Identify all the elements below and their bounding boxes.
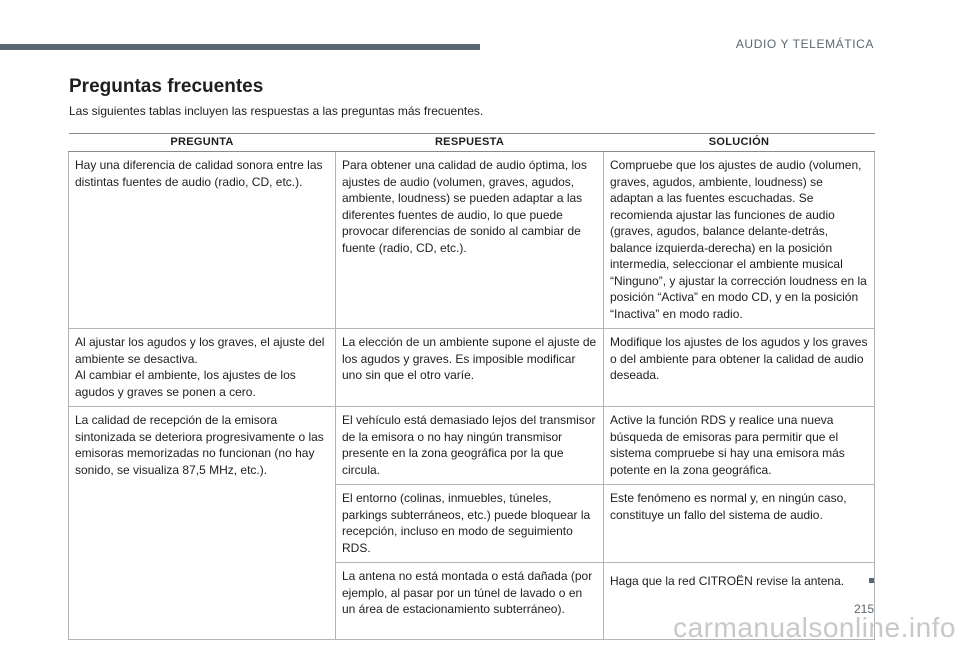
table-row (69, 152, 875, 329)
section-label: AUDIO Y TELEMÁTICA (735, 37, 874, 51)
solution-cell: Compruebe que los ajustes de audio (volumen, graves, agudos, ambiente, loudness) se adaptan a las fuentes escuchadas. Se recomienda ajustar las funciones de audio (graves, agudos, balance delante-detrás, balance izquierda-derecha) en la posición intermedia, seleccionar el ambiente musical “Ninguno”, y ajustar la corrección loudness en la posición “Activa” en modo CD, y en la posición “Inactiva” en modo radio. (604, 152, 875, 329)
watermark: carmanualsonline.info (673, 612, 956, 643)
question-cell: Al ajustar los agudos y los graves, el ajuste del ambiente se desactiva. Al cambiar el ambiente, los ajustes de los agudos y graves se ponen a cero. (69, 329, 336, 407)
header-solution: SOLUCIÓN (604, 134, 875, 152)
solution-cell: Este fenómeno es normal y, en ningún caso, constituye un fallo del sistema de audio. (604, 485, 875, 563)
header-question: PREGUNTA (69, 134, 336, 152)
question-cell: La calidad de recepción de la emisora sintonizada se deteriora progresivamente o las emisoras memorizadas no funcionan (no hay sonido, se visualiza 87,5 MHz, etc.). (69, 407, 336, 640)
answer-cell: El vehículo está demasiado lejos del transmisor de la emisora o no hay ningún transmisor presente en la zona geográfica por la que circula. (336, 407, 604, 485)
intro-text: Las siguientes tablas incluyen las respuestas a las preguntas más frecuentes. (69, 104, 484, 118)
answer-cell: Para obtener una calidad de audio óptima, los ajustes de audio (volumen, graves, agudos, ambiente, loudness) se pueden adaptar a las diferentes fuentes de audio, lo que puede provocar diferencias de sonido al cambiar de fuente (radio, CD, etc.). (336, 152, 604, 329)
solution-cell: Modifique los ajustes de los agudos y los graves o del ambiente para obtener la calidad de audio deseada. (604, 329, 875, 407)
table-header-row (69, 134, 875, 152)
faq-table (68, 133, 875, 640)
question-cell: Hay una diferencia de calidad sonora entre las distintas fuentes de audio (radio, CD, etc.). (69, 152, 336, 329)
section-marker (869, 578, 874, 583)
answer-cell: La elección de un ambiente supone el ajuste de los agudos y graves. Es imposible modificar uno sin que el otro varíe. (336, 329, 604, 407)
header-bar (0, 44, 480, 50)
page-number: 215 (853, 602, 874, 616)
page-title: Preguntas frecuentes (69, 76, 264, 97)
header-answer: RESPUESTA (336, 134, 604, 152)
answer-cell: El entorno (colinas, inmuebles, túneles, parkings subterráneos, etc.) puede bloquear la recepción, incluso en modo de seguimiento RDS. (336, 485, 604, 563)
answer-cell: La antena no está montada o está dañada (por ejemplo, al pasar por un túnel de lavado o en un área de estacionamiento subterráneo). (336, 563, 604, 640)
table-row (69, 329, 875, 407)
table-row (69, 407, 875, 485)
solution-cell: Haga que la red CITROËN revise la antena. (604, 563, 875, 640)
solution-cell: Active la función RDS y realice una nueva búsqueda de emisoras para permitir que el sistema compruebe si hay una emisora más potente en la zona geográfica. (604, 407, 875, 485)
